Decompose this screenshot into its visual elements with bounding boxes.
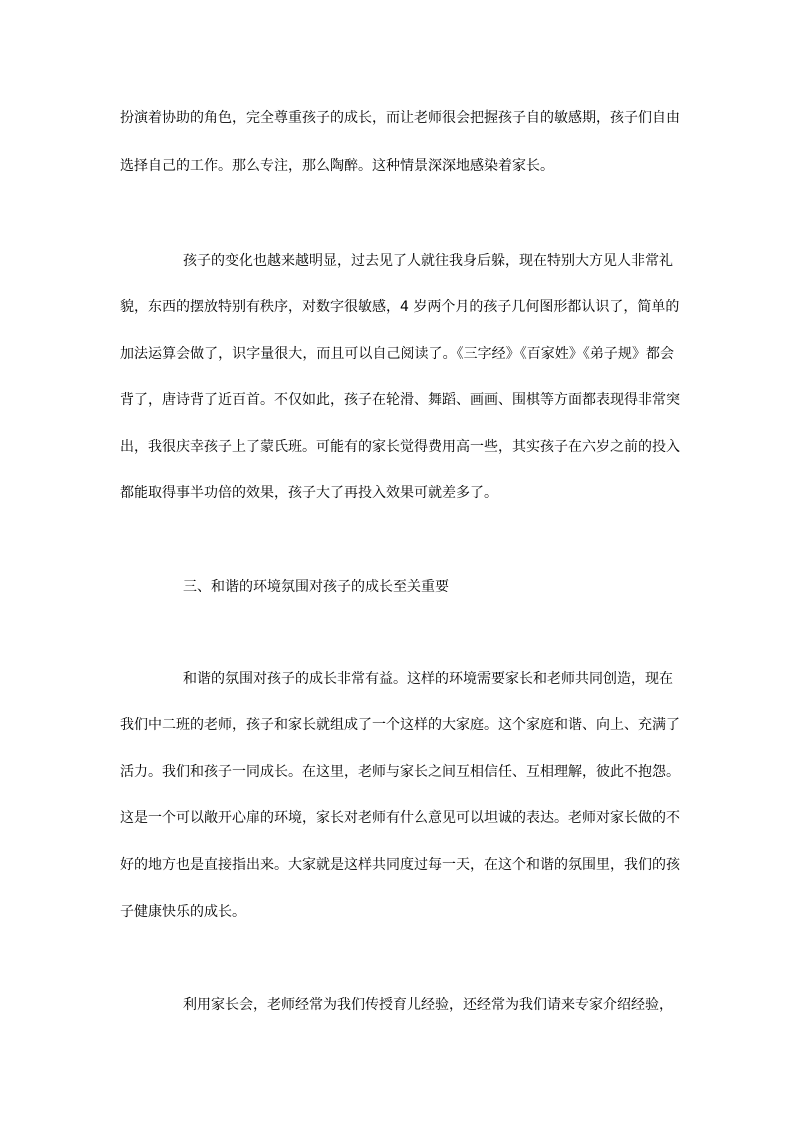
paragraph-4-line-5: 好的地方也是直接指出来。大家就是这样共同度过每一天，在这个和谐的氛围里，我们的孩 [120,857,680,873]
paragraph-5-line-1: 利用家长会，老师经常为我们传授育儿经验，还经常为我们请来专家介绍经验， [183,997,673,1013]
paragraph-2-line-2: 貌，东西的摆放特别有秩序，对数字很敏感，4 岁两个月的孩子几何图形都认识了，简单的 [120,299,680,315]
paragraph-1-line-2: 选择自己的工作。那么专注，那么陶醉。这种情景深深地感染着家长。 [120,158,554,174]
paragraph-2-line-3: 加法运算会做了，识字量很大，而且可以自己阅读了。《三字经》《百家姓》《弟子规》都会 [120,346,674,362]
paragraph-1-line-1: 扮演着协助的角色，完全尊重孩子的成长，而让老师很会把握孩子自的敏感期，孩子们自由 [120,110,680,126]
paragraph-4-line-4: 这是一个可以敞开心扉的环境，家长对老师有什么意见可以坦诚的表达。老师对家长做的不 [120,810,680,826]
paragraph-2-line-4: 背了，唐诗背了近百首。不仅如此，孩子在轮滑、舞蹈、画画、围棋等方面都表现得非常突 [120,392,680,408]
paragraph-4-line-3: 活力。我们和孩子一同成长。在这里，老师与家长之间互相信任、互相理解，彼此不抱怨。 [120,764,680,780]
section-heading: 三、和谐的环境氛围对孩子的成长至关重要 [183,579,449,595]
paragraph-4-line-6: 子健康快乐的成长。 [120,904,246,920]
paragraph-2-line-1: 孩子的变化也越来越明显，过去见了人就往我身后躲，现在特别大方见人非常礼 [183,253,673,269]
paragraph-4-line-1: 和谐的氛围对孩子的成长非常有益。这样的环境需要家长和老师共同创造，现在 [183,671,673,687]
paragraph-2-line-6: 都能取得事半功倍的效果，孩子大了再投入效果可就差多了。 [120,485,498,501]
paragraph-2-line-5: 出，我很庆幸孩子上了蒙氏班。可能有的家长觉得费用高一些，其实孩子在六岁之前的投入 [120,439,680,455]
paragraph-4-line-2: 我们中二班的老师，孩子和家长就组成了一个这样的大家庭。这个家庭和谐、向上、充满了 [120,717,680,733]
